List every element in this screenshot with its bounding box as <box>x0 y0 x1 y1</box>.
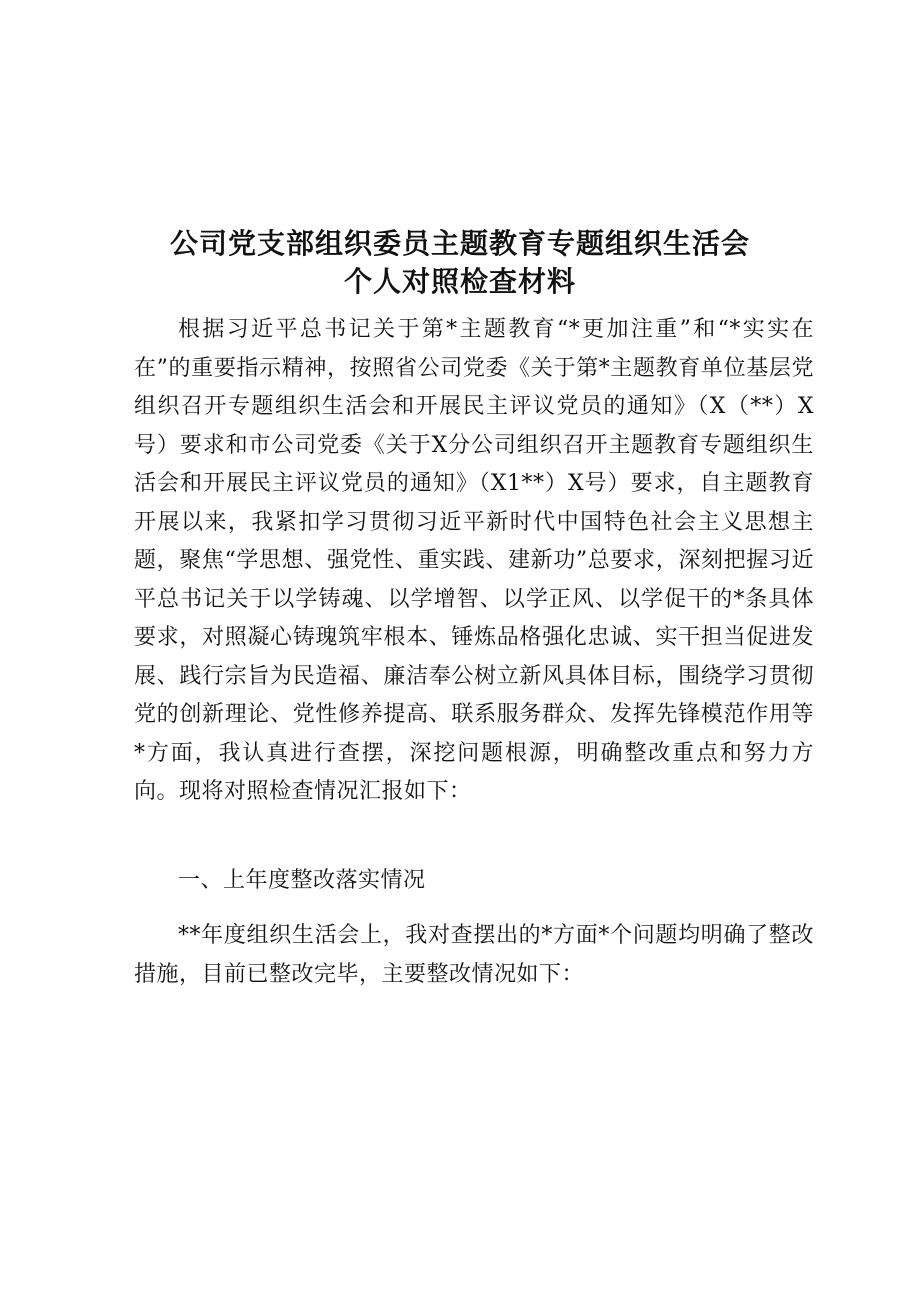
section-1-paragraph: **年度组织生活会上，我对查摆出的*方面*个问题均明确了整改措施，目前已整改完毕，主要整改情况如下： <box>134 923 814 987</box>
document-title-line-2: 个人对照检查材料 <box>343 265 576 298</box>
intro-paragraph: 根据习近平总书记关于第*主题教育“*更加注重”和“*实实在在”的重要指示精神，按照省公司党委《关于第*主题教育单位基层党组织召开专题组织生活会和开展民主评议党员的通知》（X（**）X号）要求和市公司党委《关于X分公司组织召开主题教育专题组织生活会和开展民主评议党员的通知》（X1**）X号）要求，自主题教育开展以来，我紧扣学习贯彻习近平新时代中国特色社会主义思想主题，聚焦“学思想、强党性、重实践、建新功”总要求，深刻把握习近平总书记关于以学铸魂、以学增智、以学正风、以学促干的*条具体要求，对照凝心铸瑰筑牢根本、锤炼品格强化忠诚、实干担当促进发展、践行宗旨为民造福、廉洁奉公树立新风具体目标，围绕学习贯彻党的创新理论、党性修养提高、联系服务群众、发挥先锋模范作用等*方面，我认真进行查摆，深挖问题根源，明确整改重点和努力方向。现将对照检查情况汇报如下： <box>134 317 814 804</box>
document-title-line-1: 公司党支部组织委员主题教育专题组织生活会 <box>169 227 750 260</box>
section-heading-1: 一、上年度整改落实情况 <box>178 868 426 893</box>
